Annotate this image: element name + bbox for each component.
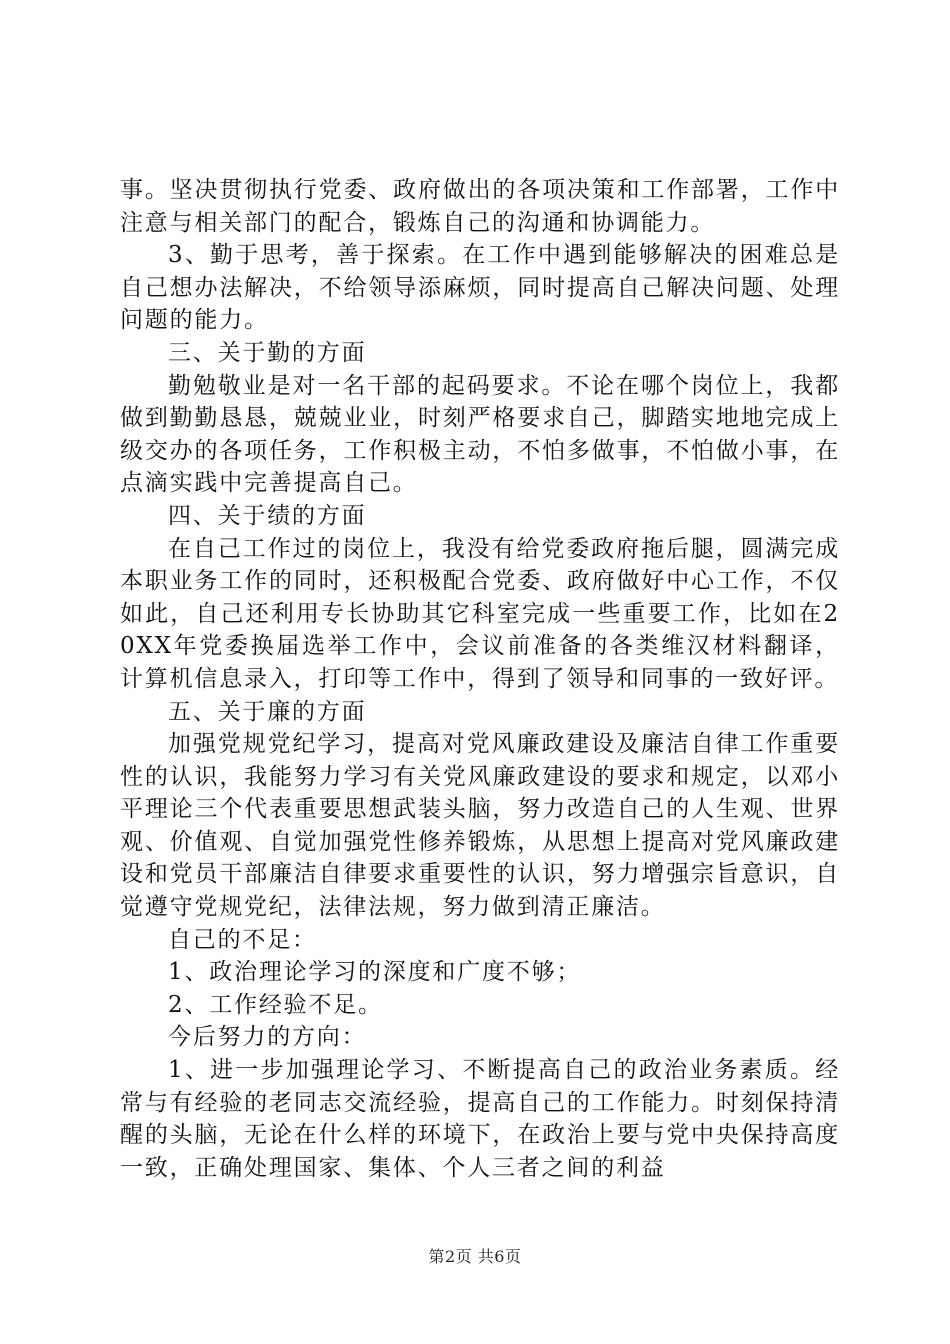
paragraph-integrity: 加强党规党纪学习，提高对党风廉政建设及廉洁自律工作重要性的认识，我能努力学习有关党风廉政建设的要求和规定，以邓小平理论三个代表重要思想武装头脑，努力改造自己的人生观、世界观、价值观、自觉加强党性修养锻炼，从思想上提高对党风廉政建设和党员干部廉洁自律要求重要性的认识，努力增强宗旨意识，自觉遵守党规党纪，法律法规，努力做到清正廉洁。 [120, 731, 840, 921]
section-heading-diligence: 三、关于勤的方面 [168, 339, 367, 366]
paragraph-performance: 在自己工作过的岗位上，我没有给党委政府拖后腿，圆满完成本职业务工作的同时，还积极配合党委、政府做好中心工作，不仅如此，自己还利用专长协助其它科室完成一些重要工作，比如在20XX年党委换届选举工作中，会议前准备的各类维汉材料翻译，计算机信息录入，打印等工作中，得到了领导和同事的一致好评。 [120, 535, 840, 692]
section-heading-shortcomings: 自己的不足： [168, 926, 317, 953]
document-body [120, 174, 840, 1184]
paragraph-1: 事。坚决贯彻执行党委、政府做出的各项决策和工作部署，工作中注意与相关部门的配合，锻炼自己的沟通和协调能力。 [120, 177, 840, 236]
shortcoming-item-1: 1、政治理论学习的深度和广度不够； [168, 959, 582, 986]
future-direction-item-1: 1、进一步加强理论学习、不断提高自己的政治业务素质。经常与有经验的老同志交流经验，提高自己的工作能力。时刻保持清醒的头脑，无论在什么样的环境下，在政治上要与党中央保持高度一致，正确处理国家、集体、个人三者之间的利益 [120, 1057, 840, 1181]
section-heading-integrity: 五、关于廉的方面 [168, 698, 367, 725]
section-heading-performance: 四、关于绩的方面 [168, 502, 367, 529]
paragraph-diligence: 勤勉敬业是对一名干部的起码要求。不论在哪个岗位上，我都做到勤勤恳恳，兢兢业业，时刻严格要求自己，脚踏实地地完成上级交办的各项任务，工作积极主动，不怕多做事，不怕做小事，在点滴实践中完善提高自己。 [120, 372, 840, 497]
section-heading-future-direction: 今后努力的方向： [168, 1024, 367, 1051]
shortcoming-item-2: 2、工作经验不足。 [168, 991, 383, 1018]
page-number-footer: 第2页 共6页 [428, 1247, 522, 1266]
paragraph-2: 3、勤于思考，善于探索。在工作中遇到能够解决的困难总是自己想办法解决，不给领导添麻烦，同时提高自己解决问题、处理问题的能力。 [120, 242, 840, 334]
